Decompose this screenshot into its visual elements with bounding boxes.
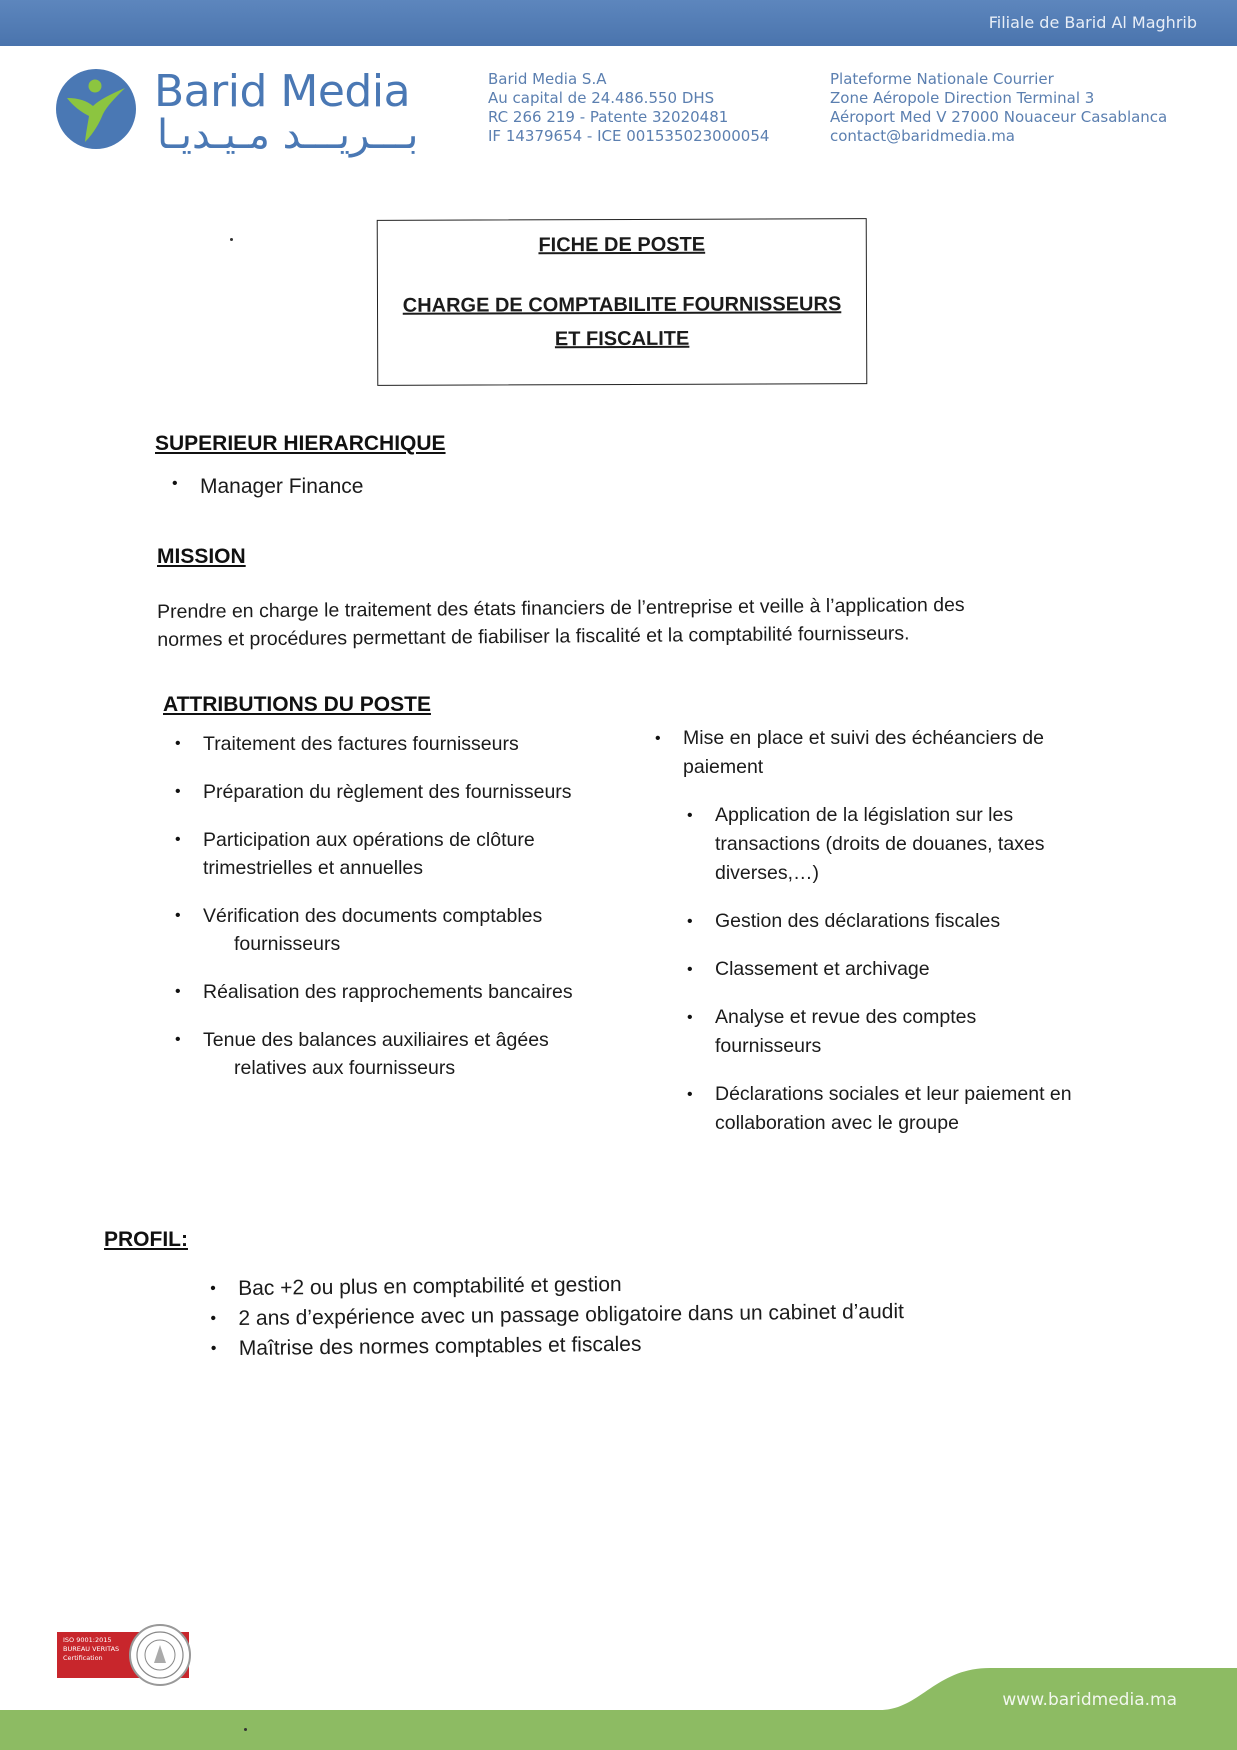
company-legal-info [488, 70, 769, 146]
list-item: • Gestion des déclarations fiscales [715, 907, 1104, 936]
company-capital: Au capital de 24.486.550 DHS [488, 89, 715, 107]
job-title-line2: ET FISCALITE [554, 327, 690, 351]
job-title-line1: CHARGE DE COMPTABILITE FOURNISSEURS [402, 293, 842, 317]
job-title-box [377, 218, 868, 386]
address-line: Aéroport Med V 27000 Nouaceur Casablanca [830, 108, 1168, 126]
list-item: • Préparation du règlement des fournisseurs [203, 778, 603, 806]
list-item: • Mise en place et suivi des échéanciers de paiement [683, 724, 1104, 782]
company-name: Barid Media S.A [488, 70, 607, 88]
company-if-ice: IF 14379654 - ICE 001535023000054 [488, 127, 770, 145]
list-item: • Analyse et revue des comptes fournisseurs [715, 1003, 1104, 1061]
logo-person-icon [55, 68, 137, 150]
list-item: • Bac +2 ou plus en comptabilité et gestion [238, 1267, 904, 1304]
footer-banner [0, 1660, 1237, 1750]
company-address [830, 70, 1167, 146]
attributions-left-list [203, 730, 603, 1102]
document-type-title: FICHE DE POSTE [538, 233, 706, 257]
address-line: Plateforme Nationale Courrier [830, 70, 1054, 88]
list-item: • Déclarations sociales et leur paiement en collaboration avec le groupe [715, 1080, 1104, 1138]
list-item: • Maîtrise des normes comptables et fiscales [239, 1327, 905, 1364]
iso-certification-label: ISO 9001:2015 BUREAU VERITAS Certification [57, 1632, 189, 1678]
list-item: • Traitement des factures fournisseurs [203, 730, 603, 758]
logo-name: Barid Media [154, 66, 411, 117]
superieur-heading: SUPERIEUR HIERARCHIQUE [155, 432, 446, 455]
list-item: • Vérification des documents comptables fournisseurs [203, 902, 603, 958]
mission-line: Prendre en charge le traitement des états financiers de l’entreprise et veille à l’application des [157, 593, 965, 623]
website-url: www.baridmedia.ma [1002, 1690, 1177, 1710]
logo-arabic-name: بـــريـــد مـيـديـا [157, 112, 419, 158]
superieur-list [200, 475, 363, 499]
list-item: • 2 ans d’expérience avec un passage obligatoire dans un cabinet d’audit [238, 1297, 904, 1334]
scan-speck [244, 1728, 247, 1731]
mission-text [157, 590, 1057, 654]
attributions-heading: ATTRIBUTIONS DU POSTE [163, 693, 431, 716]
contact-email: contact@baridmedia.ma [830, 127, 1015, 145]
attributions-right-list [684, 724, 1104, 1157]
scan-speck [230, 238, 233, 241]
profil-heading: PROFIL: [104, 1228, 188, 1251]
list-item: • Participation aux opérations de clôture trimestrielles et annuelles [203, 826, 603, 882]
header-tagline: Filiale de Barid Al Maghrib [988, 13, 1197, 32]
mission-line: normes et procédures permettant de fiabiliser la fiscalité et la comptabilité fournisseurs. [157, 622, 910, 651]
list-item: • Application de la législation sur les transactions (droits de douanes, taxes diverses,…) [715, 801, 1104, 888]
header-banner [0, 0, 1237, 46]
job-title [378, 287, 866, 357]
list-item: • Classement et archivage [715, 955, 1104, 984]
company-rc: RC 266 219 - Patente 32020481 [488, 108, 729, 126]
list-item: • Manager Finance [200, 475, 363, 499]
list-item: • Tenue des balances auxiliaires et âgées relatives aux fournisseurs [203, 1026, 603, 1082]
address-line: Zone Aéropole Direction Terminal 3 [830, 89, 1095, 107]
list-item: • Réalisation des rapprochements bancaires [203, 978, 603, 1006]
profil-list [238, 1267, 904, 1364]
mission-heading: MISSION [157, 545, 246, 568]
